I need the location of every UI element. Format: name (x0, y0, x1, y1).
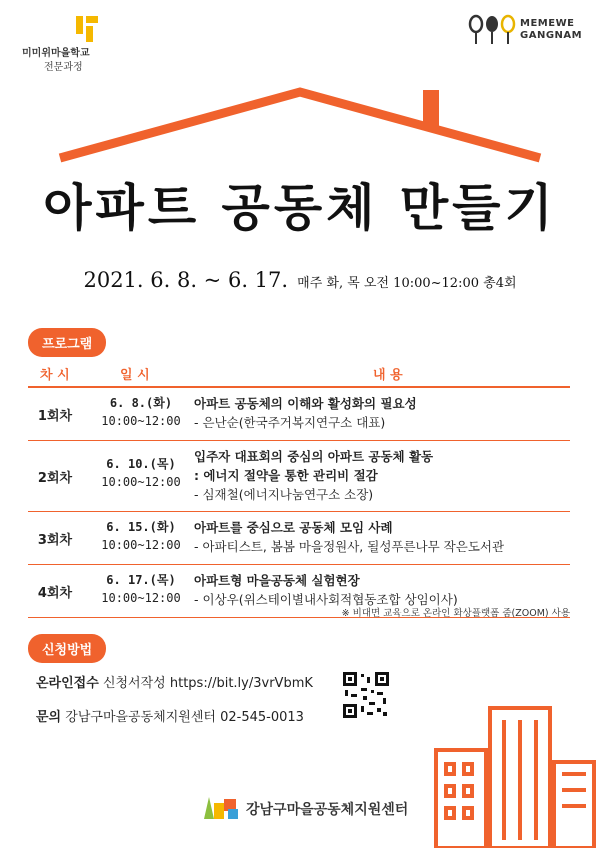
program-label: 프로그램 (28, 328, 106, 357)
session-speaker: - 은난순(한국주거복지연구소 대표) (194, 415, 386, 430)
session-speaker: - 이상우(위스테이별내사회적협동조합 상임이사) (194, 592, 458, 607)
session-speaker: - 아파티스트, 봄봄 마을정원사, 될성푸른나무 작은도서관 (194, 539, 505, 554)
buildings-icon (430, 700, 598, 848)
session-number: 1회차 (37, 409, 73, 424)
session-number: 3회차 (37, 533, 73, 548)
zoom-note: ※ 비대면 교육으로 온라인 화상플랫폼 줌(ZOOM) 사용 (341, 608, 570, 619)
session-day: 6. 17.(목) (106, 573, 176, 587)
center-name: 강남구마을공동체지원센터 (246, 802, 409, 818)
session-content (194, 447, 433, 504)
qr-code-icon[interactable] (343, 672, 389, 718)
schedule-line (0, 268, 600, 292)
session-topic: 아파트를 중심으로 공동체 모임 사례 (194, 520, 393, 535)
session-content (194, 571, 458, 609)
contact-label: 문의 (36, 710, 62, 725)
online-apply-link[interactable]: 신청서작성 https://bit.ly/3vrVbmK (102, 676, 313, 691)
table-header (28, 360, 570, 388)
apply-label: 신청방법 (28, 634, 106, 663)
contact-text: 강남구마을공동체지원센터 02-545-0013 (65, 710, 304, 725)
memewe-logo-line2: GANGNAM (520, 30, 583, 41)
school-logo-name: 미미위마을학교 (22, 48, 90, 59)
memewe-logo (468, 14, 583, 50)
session-subtopic: : 에너지 절약을 통한 관리비 절감 (194, 468, 378, 483)
schedule-dates: 2021. 6. 8. ~ 6. 17. (83, 268, 289, 292)
contact-info (36, 706, 304, 725)
session-date (86, 518, 196, 554)
school-logo-icon (70, 14, 114, 44)
center-logo-icon (200, 793, 244, 821)
session-topic: 입주자 대표회의 중심의 아파트 공동체 활동 (194, 449, 434, 464)
session-topic: 아파트 공동체의 이해와 활성화의 필요성 (194, 396, 417, 411)
session-time: 10:00~12:00 (101, 414, 181, 428)
session-date (86, 455, 196, 491)
session-date (86, 394, 196, 430)
header-date: 일 시 (120, 368, 150, 383)
session-number: 2회차 (37, 471, 73, 486)
table-row (28, 512, 570, 565)
session-time: 10:00~12:00 (101, 538, 181, 552)
school-logo-sub: 전문과정 (44, 62, 83, 73)
session-date (86, 571, 196, 607)
memewe-logo-text (520, 18, 582, 42)
header-content: 내 용 (373, 368, 403, 383)
school-logo (22, 14, 142, 74)
session-speaker: - 심재철(에너지나눔연구소 소장) (194, 487, 374, 502)
session-topic: 아파트형 마을공동체 실험현장 (194, 573, 360, 588)
session-time: 10:00~12:00 (101, 475, 181, 489)
online-apply (36, 672, 313, 691)
program-table (28, 360, 570, 618)
session-day: 6. 8.(화) (109, 396, 173, 410)
session-day: 6. 10.(목) (106, 457, 176, 471)
table-row (28, 441, 570, 512)
online-apply-label: 온라인접수 (36, 676, 99, 691)
memewe-logo-icon (468, 14, 518, 46)
session-content (194, 394, 417, 432)
session-day: 6. 15.(화) (106, 520, 176, 534)
table-row (28, 388, 570, 441)
session-number: 4회차 (37, 586, 73, 601)
roof-icon (55, 86, 545, 166)
page-title: 아파트 공동체 만들기 (43, 179, 557, 237)
session-time: 10:00~12:00 (101, 591, 181, 605)
header-session: 차 시 (40, 368, 70, 383)
footer-logo (200, 793, 440, 823)
memewe-logo-line1: MEMEWE (520, 18, 575, 29)
session-content (194, 518, 504, 556)
schedule-detail: 매주 화, 목 오전 10:00~12:00 총4회 (297, 276, 517, 291)
